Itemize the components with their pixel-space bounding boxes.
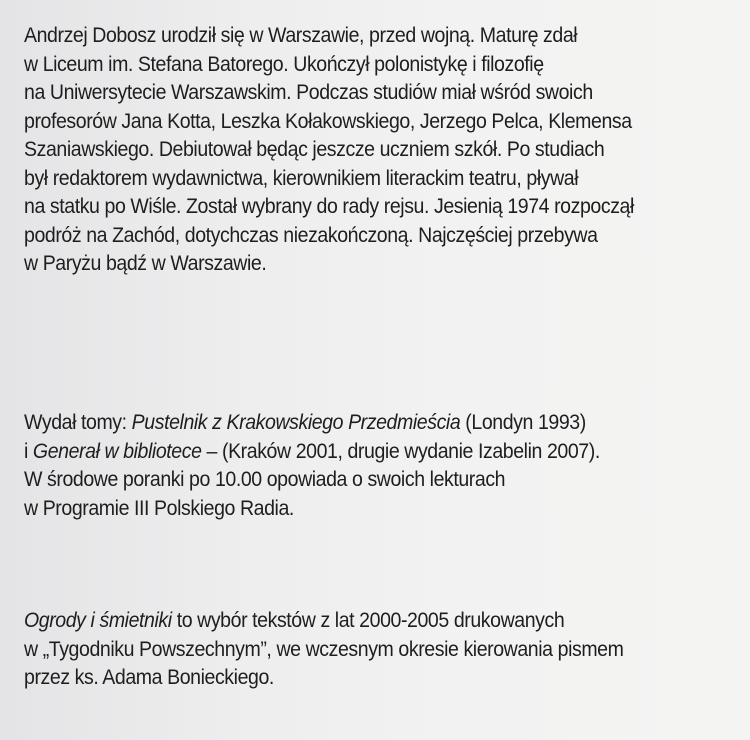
works-line bbox=[24, 409, 600, 438]
book-description-paragraph bbox=[24, 607, 669, 693]
works-prefix: Wydał tomy: bbox=[24, 411, 132, 434]
book-title-ogrody: Ogrody i śmietniki bbox=[24, 609, 172, 632]
bio-line: na Uniwersytecie Warszawskim. Podczas studiów miał wśród swoich bbox=[24, 81, 593, 104]
book-title-pustelnik: Pustelnik z Krakowskiego Przedmieścia bbox=[131, 411, 461, 434]
bio-line: profesorów Jana Kotta, Leszka Kołakowskiego, Jerzego Pelca, Klemensa bbox=[24, 109, 632, 133]
bio-line: był redaktorem wydawnictwa, kierownikiem literackim teatru, pływał bbox=[24, 166, 579, 190]
bio-line: na statku po Wiśle. Został wybrany do rady rejsu. Jesienią 1974 rozpoczął bbox=[24, 195, 634, 218]
works-prefix: i bbox=[24, 439, 33, 463]
works-paragraph bbox=[24, 409, 643, 523]
bio-line: w Paryżu bądź w Warszawie. bbox=[24, 252, 267, 275]
book-line: przez ks. Adama Bonieckiego. bbox=[24, 666, 274, 689]
works-suffix: (Londyn 1993) bbox=[460, 411, 586, 434]
works-line: w Programie III Polskiego Radia. bbox=[24, 496, 294, 520]
author-bio-paragraph bbox=[24, 22, 680, 279]
bio-line: w Liceum im. Stefana Batorego. Ukończył polonistykę i filozofię bbox=[24, 52, 544, 76]
bio-line: podróż na Zachód, dotychczas niezakończoną. Najczęściej przebywa bbox=[24, 223, 598, 247]
book-line bbox=[24, 607, 623, 636]
book-line: w „Tygodniku Powszechnym”, we wczesnym okresie kierowania pismem bbox=[24, 637, 624, 661]
works-suffix: – (Kraków 2001, drugie wydanie Izabelin 2007). bbox=[201, 439, 600, 463]
book-title-general: Generał w bibliotece bbox=[32, 439, 202, 463]
works-line bbox=[24, 438, 600, 467]
bio-line: Andrzej Dobosz urodził się w Warszawie, przed wojną. Maturę zdał bbox=[24, 24, 578, 47]
book-suffix: to wybór tekstów z lat 2000-2005 drukowanych bbox=[171, 609, 565, 632]
works-line: W środowe poranki po 10.00 opowiada o swoich lekturach bbox=[24, 468, 506, 491]
bio-line: Szaniawskiego. Debiutował będąc jeszcze uczniem szkół. Po studiach bbox=[24, 138, 605, 161]
